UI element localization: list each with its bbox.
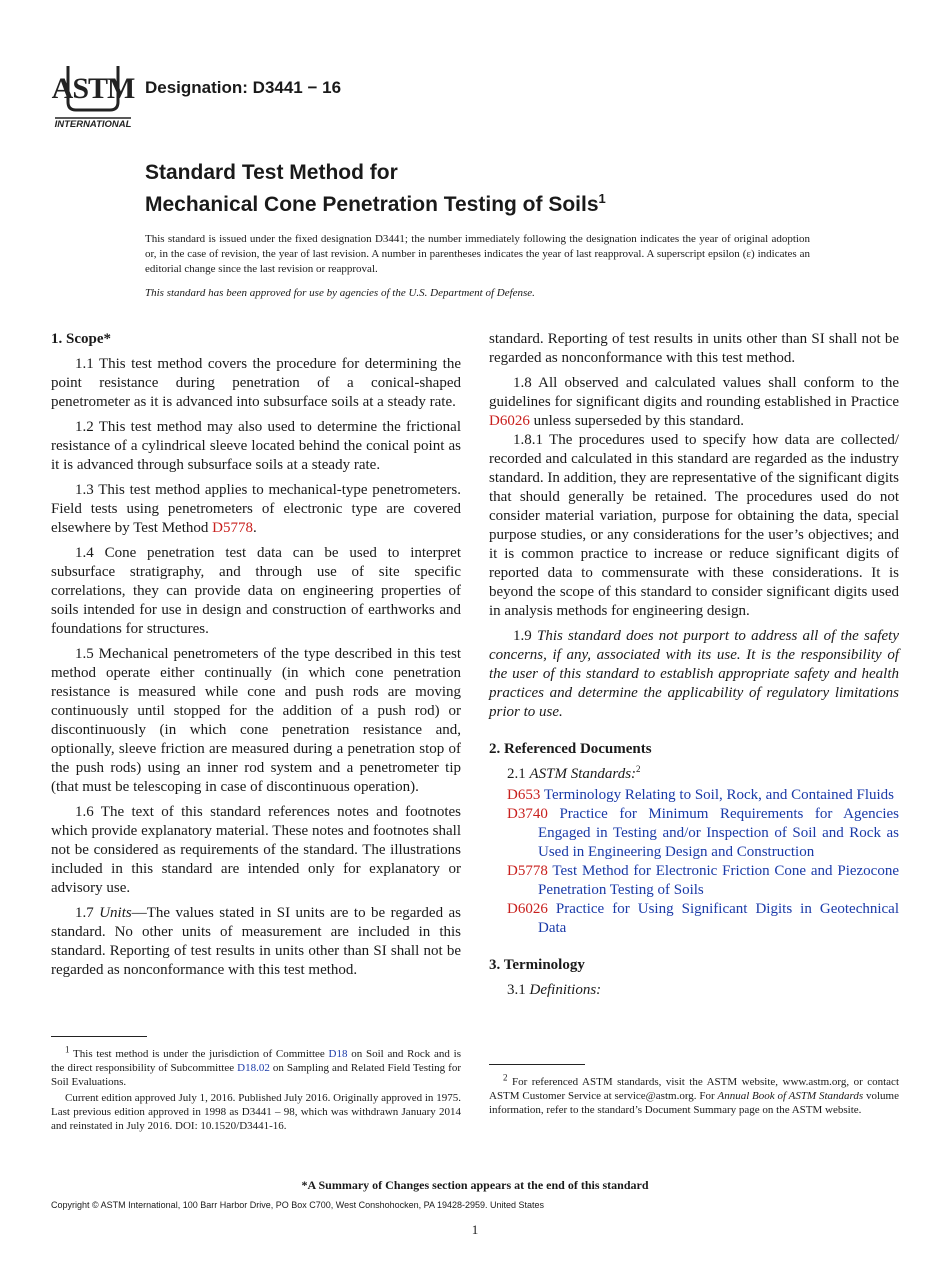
astm-logo	[52, 58, 134, 132]
paragraph-1-1: 1.1 This test method covers the procedure for determining the point resistance during penetration of a conical-shaped penetrometer as it is advanced into subsurface soils at a steady rate.	[51, 356, 461, 410]
ref-title[interactable]: Practice for Minimum Requirements for Agencies Engaged in Testing and/or Inspection of Soil and Rock as Used in Engineering Design and Construction	[538, 806, 899, 860]
paragraph-1-9: 1.9 This standard does not purport to address all of the safety concerns, if any, associated with its use. It is the responsibility of the user of this standard to establish appropriate safety and health practices and determine the applicability of regulatory limitations prior to use.	[489, 628, 900, 720]
section-heading-referenced-documents: 2. Referenced Documents	[489, 741, 652, 757]
referenced-document[interactable]	[507, 862, 899, 900]
subsection-definitions: 3.1 Definitions:	[507, 982, 602, 998]
section-heading-terminology: 3. Terminology	[489, 957, 585, 973]
referenced-documents-list	[489, 786, 899, 938]
ref-title[interactable]: Test Method for Electronic Friction Cone and Piezocone Penetration Testing of Soils	[538, 863, 899, 898]
footnote-rule-left	[51, 1036, 147, 1037]
ref-code[interactable]: D3740	[507, 806, 548, 822]
paragraph-1-6: 1.6 The text of this standard references notes and footnotes which provide explanatory material. These notes and footnotes shall not be considered as requirements of the standard. The illustrations included in this standard are intended only for explanatory or advisory use.	[51, 804, 461, 896]
ref-link-d6026[interactable]: D6026	[489, 413, 530, 429]
footnote-1-edition: Current edition approved July 1, 2016. Published July 2016. Originally approved in 1975. Last previous edition approved in 1998 as D3441 – 98, which was withdrawn January 2014 and reinstated in July 2016. DOI: 10.1520/D3441-16.	[51, 1092, 461, 1132]
logo-subtext: INTERNATIONAL	[54, 119, 132, 130]
section-heading-scope: 1. Scope*	[51, 331, 111, 347]
title-line-2: Mechanical Cone Penetration Testing of Soils$^1$	[145, 191, 606, 216]
referenced-document[interactable]	[507, 805, 899, 862]
ref-link-d18[interactable]: D18	[328, 1048, 348, 1060]
summary-of-changes-note: *A Summary of Changes section appears at the end of this standard	[301, 1178, 649, 1192]
ref-code[interactable]: D653	[507, 787, 541, 803]
designation: Designation: D3441 − 16	[145, 78, 342, 97]
footnote-mark-2: 2	[636, 764, 641, 774]
ref-title[interactable]: Terminology Relating to Soil, Rock, and Contained Fluids	[543, 787, 895, 803]
paragraph-1-7-continued: standard. Reporting of test results in units other than SI shall not be regarded as nonconformance with this test method.	[489, 331, 899, 366]
ref-title[interactable]: Practice for Using Significant Digits in Geotechnical Data	[538, 901, 900, 936]
subsection-astm-standards: 2.1 ASTM Standards:$^2$	[507, 764, 641, 782]
title-footnote-mark: 1	[598, 191, 606, 206]
ref-link-d5778[interactable]: D5778	[212, 520, 253, 536]
page-number: 1	[471, 1222, 479, 1237]
footnotes-right	[489, 1072, 899, 1119]
ref-link-d18-02[interactable]: D18.02	[237, 1062, 270, 1074]
issuance-statement: This standard is issued under the fixed designation D3441; the number immediately following the designation indicates the year of original adoption or, in the case of revision, the year of last revision. A number in parentheses indicates the year of last reapproval. A superscript epsilon (ε) indicates an editorial change since the last revision or reapproval.	[145, 233, 810, 275]
copyright-notice: Copyright © ASTM International, 100 Barr Harbor Drive, PO Box C700, West Conshohocken, PA 19428-2959. United States	[51, 1200, 545, 1210]
paragraph-1-5: 1.5 Mechanical penetrometers of the type described in this test method operate either continually (in which cone penetration resistance is measured while cone and push rods are moving continuously until stopped for the addition of a push rod) or discontinuously (in which cone penetration resistance and, optionally, sleeve friction are measured during a penetration stop of the push rods) using an inner rod system and a penetrometer tip (that must be telescoping in case of discontinuous operation).	[51, 646, 461, 795]
paragraph-1-4: 1.4 Cone penetration test data can be used to interpret subsurface stratigraphy, and through use of site specific correlations, they can provide data on engineering properties of soils intended for use in design and construction of earthworks and foundations for structures.	[51, 545, 461, 637]
footnote-2: $^2$ For referenced ASTM standards, visit the ASTM website, www.astm.org, or contact ASTM Customer Service at service@astm.org. For Annual Book of ASTM Standards volume information, refer to the standard’s Document Summary page on the ASTM website.	[489, 1072, 899, 1116]
footnotes-left	[51, 1044, 461, 1135]
referenced-document[interactable]	[507, 786, 899, 805]
title-line-1: Standard Test Method for	[145, 161, 398, 184]
right-column	[489, 330, 899, 1002]
footnote-1: $^1$ This test method is under the jurisdiction of Committee D18 on Soil and Rock and is the direct responsibility of Subcommittee D18.02 on Sampling and Related Field Testing for Soil Evaluations.	[51, 1044, 461, 1088]
paragraph-1-3: 1.3 This test method applies to mechanical-type penetrometers. Field tests using penetrometers of electronic type are covered elsewhere by Test Method D5778.	[51, 482, 461, 536]
referenced-document[interactable]	[507, 900, 899, 938]
document-title	[145, 160, 606, 218]
logo-letters: ASTM	[51, 72, 135, 105]
paragraph-1-2: 1.2 This test method may also used to determine the frictional resistance of a cylindrical sleeve located behind the conical point as it is advanced through subsurface soils at a steady rate.	[51, 419, 461, 473]
dod-approval-statement: This standard has been approved for use by agencies of the U.S. Department of Defense.	[145, 287, 535, 299]
ref-code[interactable]: D6026	[507, 901, 548, 917]
paragraph-1-8: 1.8 All observed and calculated values shall conform to the guidelines for significant digits and rounding established in Practice D6026 unless superseded by this standard.	[489, 375, 899, 429]
paragraph-1-8-1: 1.8.1 The procedures used to specify how data are collected/ recorded and calculated in this standard are regarded as the industry standard. In addition, they are representative of the significant digits that should generally be retained. The procedures used do not consider material variation, purpose for obtaining the data, special purpose studies, or any considerations for the user’s objectives; and it is common practice to increase or reduce significant digits of reported data to commensurate with these considerations. It is beyond the scope of this standard to consider significant digits used in analysis methods for engineering design.	[489, 432, 899, 619]
left-column	[51, 330, 462, 978]
footnote-rule-right	[489, 1064, 585, 1065]
paragraph-1-7: 1.7 Units—The values stated in SI units are to be regarded as standard. No other units of measurement are included in this standard. Reporting of test results in units other than SI shall not be regarded as nonconformance with this test method.	[51, 905, 462, 978]
ref-code[interactable]: D5778	[507, 863, 548, 879]
